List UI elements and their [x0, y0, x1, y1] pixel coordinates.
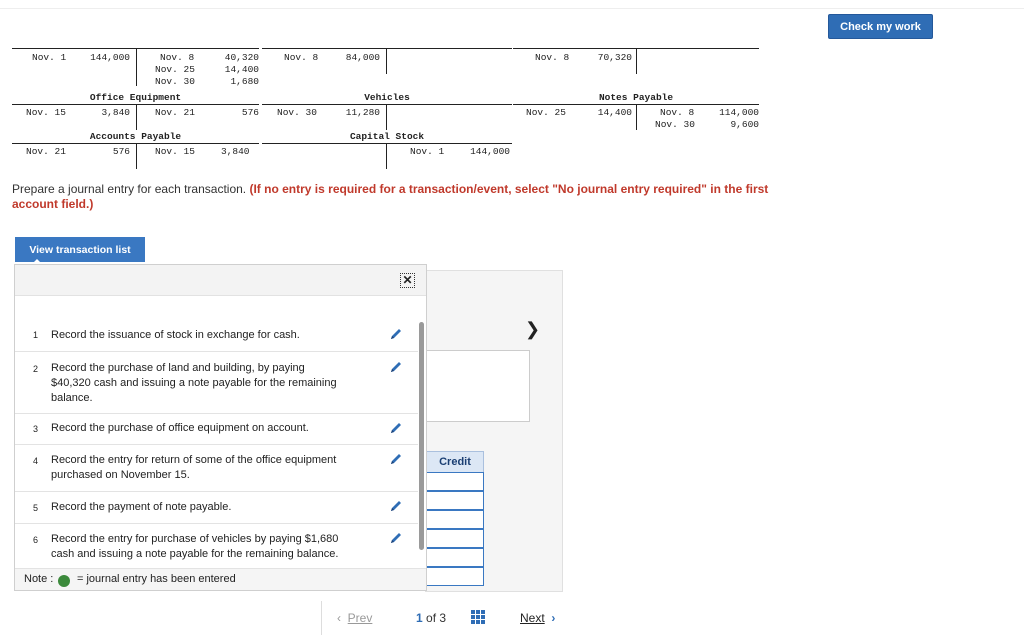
debit-date: Nov. 8	[284, 52, 319, 63]
credit-amount: 144,000	[470, 146, 510, 157]
t-account-divider	[136, 143, 137, 169]
entered-dot-icon	[58, 575, 70, 587]
transaction-list	[15, 322, 418, 584]
credit-date: Nov. 1	[410, 146, 445, 157]
debit-date: Nov. 1	[32, 52, 67, 63]
t-account-divider	[136, 48, 137, 86]
next-button[interactable]	[520, 611, 555, 625]
credit-amount: 14,400	[224, 64, 259, 75]
instructions	[12, 182, 802, 212]
t-account-rule	[262, 48, 512, 49]
credit-amount: 3,840	[221, 146, 250, 157]
t-account-divider	[636, 48, 637, 74]
t-account-divider	[386, 104, 387, 130]
t-account-rule	[262, 143, 512, 144]
item-number: 6	[33, 535, 39, 545]
credit-date: Nov. 30	[655, 119, 695, 130]
list-item[interactable]	[15, 352, 418, 414]
account-title: Accounts Payable	[89, 131, 182, 142]
note-bar	[15, 568, 426, 591]
edit-pencil-icon[interactable]	[389, 531, 403, 545]
top-divider	[0, 8, 1024, 9]
list-item[interactable]	[15, 492, 418, 524]
credit-input[interactable]	[426, 548, 484, 567]
scrollbar-thumb[interactable]	[419, 322, 424, 550]
debit-amount: 144,000	[90, 52, 130, 63]
edit-pencil-icon[interactable]	[389, 360, 403, 374]
credit-input[interactable]	[426, 529, 484, 548]
debit-amount: 70,320	[597, 52, 632, 63]
item-number: 5	[33, 503, 39, 513]
instructions-emphasis: (If no entry is required for a transaction/event, select "No journal entry required" in the first account field.)	[12, 182, 769, 211]
page-indicator	[416, 611, 446, 625]
credit-input[interactable]	[426, 472, 484, 491]
debit-amount: 84,000	[345, 52, 380, 63]
t-account-divider	[636, 104, 637, 130]
prev-label: Prev	[347, 611, 373, 625]
total-pages: 3	[439, 611, 447, 625]
page-of: of	[426, 611, 437, 625]
list-item[interactable]	[15, 445, 418, 492]
item-text: Record the purchase of land and building, by paying $40,320 cash and issuing a note payable for the remaining balance.	[51, 362, 337, 404]
item-number: 1	[33, 330, 39, 340]
chevron-right-icon: ›	[551, 611, 556, 625]
credit-date: Nov. 8	[160, 52, 195, 63]
item-text: Record the purchase of office equipment on account.	[51, 422, 309, 434]
account-title: Vehicles	[364, 92, 410, 103]
note-label: Note :	[24, 573, 54, 585]
t-account-divider	[386, 143, 387, 169]
account-title: Office Equipment	[89, 92, 182, 103]
credit-date: Nov. 21	[155, 107, 195, 118]
next-label: Next	[520, 611, 545, 625]
debit-amount: 11,280	[345, 107, 380, 118]
transaction-description-box	[426, 350, 530, 422]
credit-input[interactable]	[426, 491, 484, 510]
debit-amount: 3,840	[101, 107, 130, 118]
grid-icon[interactable]	[471, 610, 485, 624]
edit-pencil-icon[interactable]	[389, 421, 403, 435]
debit-date: Nov. 15	[26, 107, 66, 118]
item-text: Record the entry for return of some of the office equipment purchased on November 15.	[51, 454, 337, 481]
debit-amount: 576	[112, 146, 130, 157]
debit-date: Nov. 21	[26, 146, 66, 157]
list-item[interactable]	[15, 322, 418, 352]
debit-date: Nov. 25	[526, 107, 566, 118]
account-title: Notes Payable	[598, 92, 674, 103]
instructions-text: Prepare a journal entry for each transaction.	[12, 182, 250, 196]
credit-amount: 9,600	[730, 119, 759, 130]
t-account-rule	[262, 104, 512, 105]
t-account-divider	[386, 48, 387, 74]
t-account-divider	[136, 104, 137, 130]
credit-amount: 1,680	[230, 76, 259, 87]
item-text: Record the entry for purchase of vehicles by paying $1,680 cash and issuing a note payable for the remaining balance.	[51, 533, 339, 560]
credit-amount: 576	[241, 107, 259, 118]
credit-date: Nov. 15	[155, 146, 195, 157]
popup-header	[15, 265, 426, 296]
item-number: 2	[33, 364, 39, 374]
item-number: 3	[33, 424, 39, 434]
chevron-right-icon[interactable]: ❯	[525, 319, 541, 339]
debit-amount: 14,400	[597, 107, 632, 118]
account-title: Capital Stock	[349, 131, 425, 142]
pagination	[321, 601, 583, 635]
credit-date: Nov. 8	[660, 107, 695, 118]
edit-pencil-icon[interactable]	[389, 452, 403, 466]
current-page: 1	[416, 611, 423, 625]
prev-button[interactable]: ‹ Prev	[337, 611, 373, 625]
credit-input[interactable]	[426, 510, 484, 529]
note-text: = journal entry has been entered	[77, 573, 236, 585]
debit-date: Nov. 8	[535, 52, 570, 63]
credit-input[interactable]	[426, 567, 484, 586]
edit-pencil-icon[interactable]	[389, 499, 403, 513]
item-text: Record the payment of note payable.	[51, 501, 232, 513]
debit-date: Nov. 30	[277, 107, 317, 118]
credit-amount: 40,320	[224, 52, 259, 63]
item-text: Record the issuance of stock in exchange for cash.	[51, 329, 300, 341]
check-my-work-button[interactable]: Check my work	[828, 14, 933, 39]
credit-date: Nov. 30	[155, 76, 195, 87]
view-transaction-list-button[interactable]: View transaction list	[15, 237, 145, 262]
transaction-list-popup	[14, 264, 427, 591]
pager-divider	[321, 601, 322, 635]
item-number: 4	[33, 456, 39, 466]
credit-amount: 114,000	[719, 107, 759, 118]
list-item[interactable]	[15, 414, 418, 445]
credit-date: Nov. 25	[155, 64, 195, 75]
edit-pencil-icon[interactable]	[389, 327, 403, 341]
credit-column-header: Credit	[426, 451, 484, 473]
close-icon[interactable]: ✕	[400, 273, 415, 288]
